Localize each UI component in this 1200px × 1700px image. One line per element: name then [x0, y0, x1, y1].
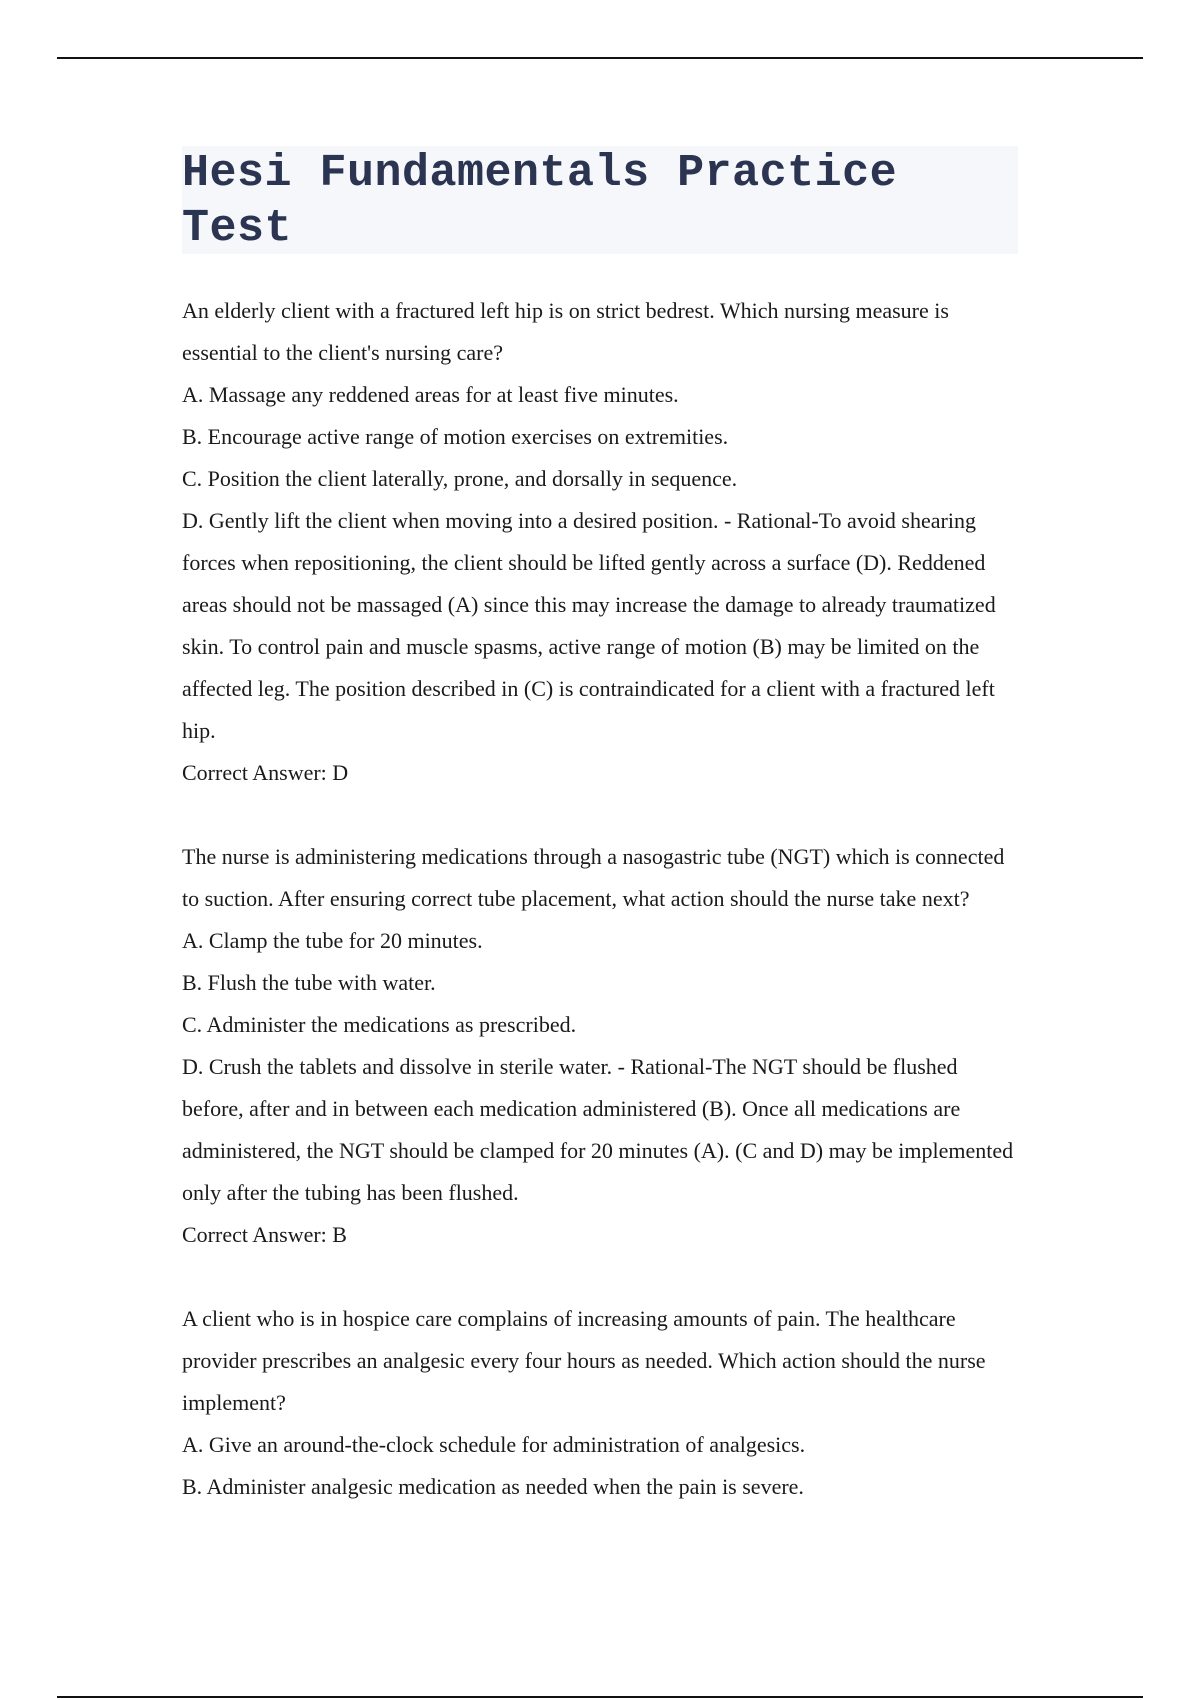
question-option: B. Administer analgesic medication as needed when the pain is severe. [182, 1474, 804, 1499]
question-option: A. Massage any reddened areas for at least five minutes. [182, 382, 679, 407]
title-box [182, 146, 1018, 254]
question-1 [182, 290, 1022, 794]
question-option: C. Administer the medications as prescribed. [182, 1012, 577, 1037]
question-option-rationale: D. Crush the tablets and dissolve in sterile water. - Rational-The NGT should be flushed before, after and in between each medication administered (B). Once all medications are administered, the NGT should be clamped for 20 minutes (A). (C and D) may be implemented only after the tubing has been flushed. [182, 1054, 1014, 1205]
question-option: A. Clamp the tube for 20 minutes. [182, 928, 483, 953]
question-option: B. Flush the tube with water. [182, 970, 436, 995]
question-stem: A client who is in hospice care complains of increasing amounts of pain. The healthcare provider prescribes an analgesic every four hours as needed. Which action should the nurse implement? [182, 1306, 986, 1415]
question-option-rationale: D. Gently lift the client when moving into a desired position. - Rational-To avoid shearing forces when repositioning, the client should be lifted gently across a surface (D). Reddened areas should not be massaged (A) since this may increase the damage to already traumatized skin. To control pain and muscle spasms, active range of motion (B) may be limited on the affected leg. The position described in (C) is contraindicated for a client with a fractured left hip. [182, 508, 996, 743]
document-body [182, 290, 1022, 1550]
question-stem: An elderly client with a fractured left hip is on strict bedrest. Which nursing measure is essential to the client's nursing care? [182, 298, 949, 365]
bottom-rule [57, 1696, 1143, 1698]
correct-answer: Correct Answer: B [182, 1222, 347, 1247]
page-title: Hesi Fundamentals Practice Test [182, 148, 898, 254]
question-option: A. Give an around-the-clock schedule for administration of analgesics. [182, 1432, 806, 1457]
question-stem: The nurse is administering medications through a nasogastric tube (NGT) which is connected to suction. After ensuring correct tube placement, what action should the nurse take next? [182, 844, 1005, 911]
question-2 [182, 836, 1022, 1256]
question-option: C. Position the client laterally, prone, and dorsally in sequence. [182, 466, 738, 491]
question-3 [182, 1298, 1022, 1508]
top-rule [57, 57, 1143, 59]
question-option: B. Encourage active range of motion exercises on extremities. [182, 424, 729, 449]
correct-answer: Correct Answer: D [182, 760, 349, 785]
